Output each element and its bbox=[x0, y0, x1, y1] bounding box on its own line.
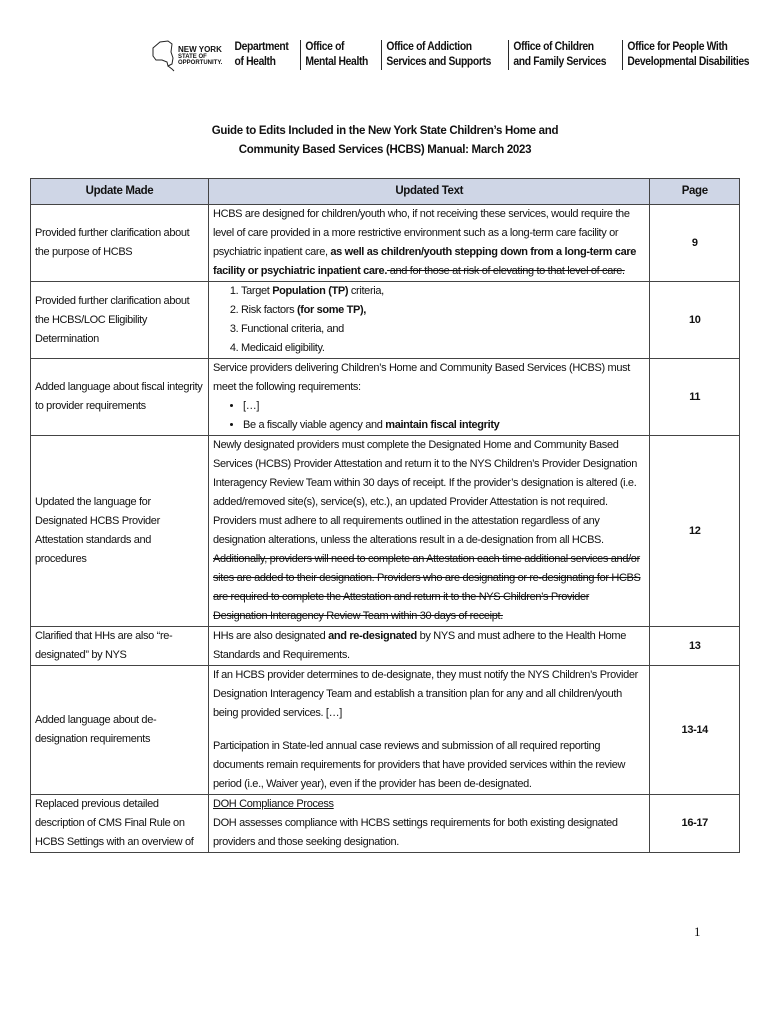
update-made-cell: Updated the language for Designated HCBS Provider Attestation standards and procedures bbox=[31, 436, 209, 627]
list-item: 1. Target Population (TP) criteria, bbox=[241, 282, 645, 301]
agency-opwdd: Office for People With Developmental Disabilities bbox=[622, 40, 754, 70]
table-row bbox=[31, 205, 740, 282]
page-cell: 10 bbox=[650, 282, 740, 359]
update-made-cell: Replaced previous detailed description of CMS Final Rule on HCBS Settings with an overview of bbox=[31, 795, 209, 853]
table-row bbox=[31, 359, 740, 436]
table-row bbox=[31, 436, 740, 627]
nys-logo-line1: NEW YORK bbox=[178, 44, 222, 54]
page-cell: 11 bbox=[650, 359, 740, 436]
header-update-made: Update Made bbox=[31, 179, 209, 205]
header-page: Page bbox=[650, 179, 740, 205]
table-row bbox=[31, 627, 740, 666]
agency-oasas: Office of Addiction Services and Supports bbox=[381, 40, 496, 70]
updated-text-cell: Newly designated providers must complete the Designated Home and Community Based Services (HCBS) Provider Attestation and return it to the NYS Children’s Provider Designation Interagency Review Team within 30 days of receipt. If the provider’s designation is altered (i.e. added/removed site(s), service(s), etc.), an updated Provider Attestation is not required. Providers must adhere to all requirements outlined in the attestation regardless of any designation alterations, unless the alterations result in a de-designation from all HCBS. Additionally, providers will need to complete an Attestation each time additional services and/or sites are added to their designation. Providers who are designating or re-designating for HCBS are required to complete the Attestation and return it to the NYS Children’s Provider Designation Interagency Review Team within 30 days of receipt. bbox=[209, 436, 650, 627]
letterhead bbox=[150, 30, 768, 80]
nys-logo-line2: STATE OF bbox=[178, 53, 207, 60]
table-row bbox=[31, 795, 740, 853]
list-item: 2. Risk factors (for some TP), bbox=[241, 301, 645, 320]
update-made-cell: Provided further clarification about the HCBS/LOC Eligibility Determination bbox=[31, 282, 209, 359]
page-cell: 16-17 bbox=[650, 795, 740, 853]
page-number: 1 bbox=[694, 924, 701, 939]
table-row bbox=[31, 666, 740, 795]
page-cell: 12 bbox=[650, 436, 740, 627]
update-made-cell: Added language about de-designation requirements bbox=[31, 666, 209, 795]
agency-doh: Department of Health bbox=[234, 41, 289, 68]
nys-logo bbox=[150, 38, 222, 72]
table-row bbox=[31, 282, 740, 359]
update-made-cell: Clarified that HHs are also “re-designated” by NYS bbox=[31, 627, 209, 666]
document-title: Guide to Edits Included in the New York State Children’s Home and Community Based Services (HCBS) Manual: March 2023 bbox=[211, 125, 559, 156]
header-updated-text: Updated Text bbox=[209, 179, 650, 205]
updated-text-cell: HCBS are designed for children/youth who, if not receiving these services, would require the level of care provided in a more restrictive environment such as a long-term care facility or psychiatric inpatient care, as well as children/youth stepping down from a long-term care facility or psychiatric inpatient care. and for those at risk of elevating to that level of care. bbox=[209, 205, 650, 282]
page-cell: 9 bbox=[650, 205, 740, 282]
edits-table bbox=[30, 178, 740, 853]
list-item: 3. Functional criteria, and bbox=[241, 320, 645, 339]
list-item: 4. Medicaid eligibility. bbox=[241, 339, 645, 358]
update-made-cell: Provided further clarification about the purpose of HCBS bbox=[31, 205, 209, 282]
update-made-cell: Added language about fiscal integrity to provider requirements bbox=[31, 359, 209, 436]
agency-ocfs: Office of Children and Family Services bbox=[508, 40, 611, 70]
agency-omh: Office of Mental Health bbox=[300, 40, 373, 70]
list-item: • Be a fiscally viable agency and maintain fiscal integrity bbox=[243, 416, 645, 435]
updated-text-cell: DOH Compliance Process DOH assesses compliance with HCBS settings requirements for both existing designated providers and those seeking designation. bbox=[209, 795, 650, 853]
page-cell: 13 bbox=[650, 627, 740, 666]
updated-text-cell: If an HCBS provider determines to de-designate, they must notify the NYS Children’s Provider Designation Interagency Team and establish a transition plan for any and all children/youth being provided services. […] Participation in State-led annual case reviews and submission of all required reporting documents remain requirements for providers that have provided services within the review period (i.e., Waiver year), even if the provider has been de-designated. bbox=[209, 666, 650, 795]
nys-logo-line3: OPPORTUNITY. bbox=[178, 59, 223, 66]
updated-text-cell bbox=[209, 282, 650, 359]
table-header-row bbox=[31, 179, 740, 205]
page-cell: 13-14 bbox=[650, 666, 740, 795]
list-item: • […] bbox=[243, 397, 645, 416]
section-heading: DOH Compliance Process bbox=[213, 798, 334, 810]
new-york-state-map-icon bbox=[150, 38, 176, 72]
updated-text-cell: HHs are also designated and re-designated by NYS and must adhere to the Health Home Standards and Requirements. bbox=[209, 627, 650, 666]
updated-text-cell: Service providers delivering Children’s Home and Community Based Services (HCBS) must meet the following requirements: • […] • Be a fiscally viable agency and maintain fiscal integrity bbox=[209, 359, 650, 436]
